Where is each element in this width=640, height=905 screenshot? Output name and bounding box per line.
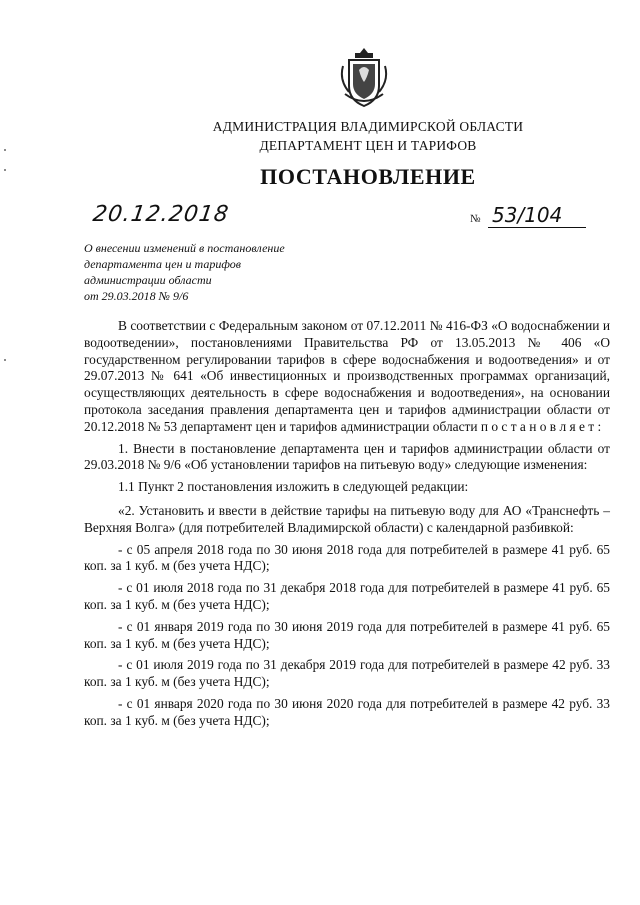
item-1-1-paragraph: 1.1 Пункт 2 постановления изложить в следующей редакции:: [118, 479, 469, 495]
document-number: 53/104: [488, 203, 586, 228]
tariff-period: - с 01 января 2020 года по 30 июня 2020 года для потребителей в размере 42 руб. 33 коп. за 1 куб. м (без учета НДС);: [84, 695, 610, 728]
department-name: ДЕПАРТАМЕНТ ЦЕН И ТАРИФОВ: [259, 138, 477, 153]
tariff-period: - с 01 января 2019 года по 30 июня 2019 года для потребителей в размере 41 руб. 65 коп. за 1 куб. м (без учета НДС);: [84, 618, 610, 651]
number-label: №: [470, 213, 481, 225]
item-1-paragraph: 1. Внести в постановление департамента цен и тарифов администрации области от 29.03.2018 № 9/6 «Об установлении тарифов на питьевую воду» следующие изменения:: [84, 440, 610, 473]
subject-line: администрации области: [84, 273, 212, 287]
tariff-period: - с 05 апреля 2018 года по 30 июня 2018 года для потребителей в размере 41 руб. 65 коп. за 1 куб. м (без учета НДС);: [84, 541, 610, 574]
organization-name: АДМИНИСТРАЦИЯ ВЛАДИМИРСКОЙ ОБЛАСТИ: [212, 119, 524, 134]
subject-line: от 29.03.2018 № 9/6: [84, 289, 189, 303]
document-title: ПОСТАНОВЛЕНИЕ: [260, 164, 476, 189]
coat-of-arms-icon: [339, 46, 389, 108]
subject-line: департамента цен и тарифов: [84, 257, 241, 271]
subject-line: О внесении изменений в постановление: [84, 241, 285, 255]
document-body: [84, 318, 610, 735]
binding-holes: [2, 0, 8, 905]
tariff-period: - с 01 июля 2019 года по 31 декабря 2019 года для потребителей в размере 42 руб. 33 коп. за 1 куб. м (без учета НДС);: [84, 657, 610, 690]
quoted-paragraph: «2. Установить и ввести в действие тарифы на питьевую воду для АО «Транснефть – Верхняя Волга» (для потребителей Владимирской области) с календарной разбивкой:: [84, 502, 610, 535]
document-subject: [84, 240, 285, 304]
tariff-period: - с 01 июля 2018 года по 31 декабря 2018 года для потребителей в размере 41 руб. 65 коп. за 1 куб. м (без учета НДС);: [84, 580, 610, 612]
preamble-paragraph: В соответствии с Федеральным законом от 07.12.2011 № 416-ФЗ «О водоснабжении и водоотведении», постановлениями Правительства РФ от 13.05.2013 № 406 «О государственном регулировании тарифов в сфере водоснабжения и водоотведения» и от 29.07.2013 № 641 «Об инвестиционных и производственных программах организаций, осуществляющих деятельность в сфере водоснабжения и водоотведения», на основании протокола заседания правления департамента цен и тарифов администрации области от 20.12.2018 № 53 департамент цен и тарифов администрации области п о с т а н о в л я е т :: [84, 318, 610, 434]
document-date: 20.12.2018: [91, 202, 231, 227]
